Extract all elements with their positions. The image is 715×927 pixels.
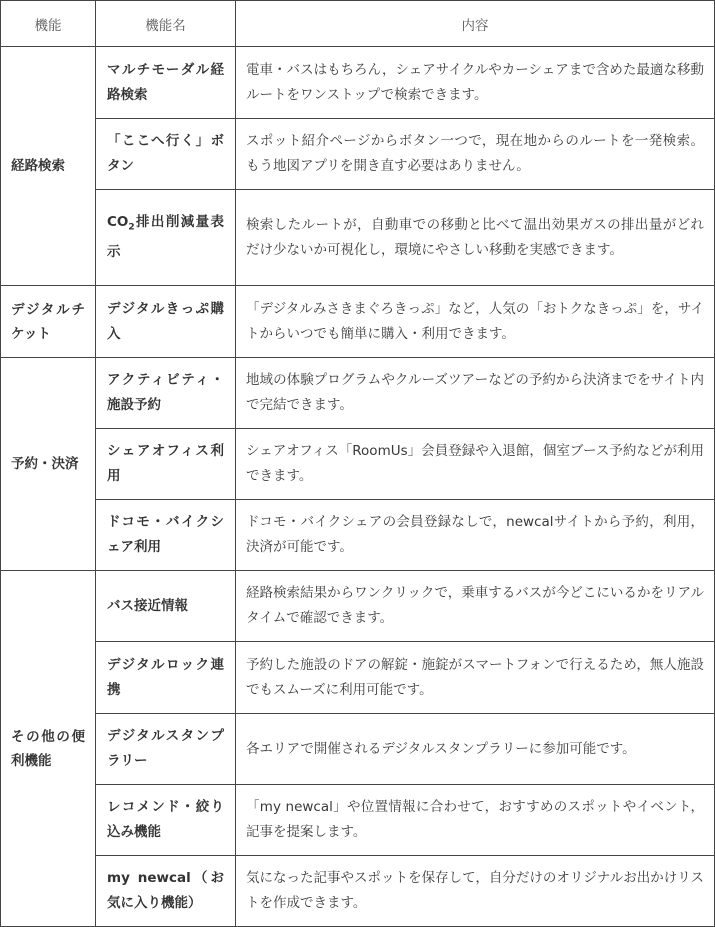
table-row: [1, 714, 715, 785]
feature-name-cell: デジタルロック連携: [96, 642, 236, 714]
category-cell: 予約・決済: [1, 358, 96, 571]
description-cell: 「デジタルみさきまぐろきっぷ」など，人気の「おトクなきっぷ」を，サイトからいつでも簡単に購入・利用できます。: [236, 286, 715, 358]
feature-name-cell: シェアオフィス利用: [96, 429, 236, 500]
description-cell: 各エリアで開催されるデジタルスタンプラリーに参加可能です。: [236, 714, 715, 785]
category-cell: その他の便利機能: [1, 571, 96, 927]
table-row: [1, 286, 715, 358]
table-row: [1, 47, 715, 119]
description-cell: 予約した施設のドアの解錠・施錠がスマートフォンで行えるため，無人施設でもスムーズに利用可能です。: [236, 642, 715, 714]
co2-suffix: 排出削減量表示: [107, 213, 224, 261]
co2-subscript: 2: [128, 222, 135, 233]
header-description: 内容: [236, 1, 715, 47]
table-row: [1, 119, 715, 190]
table-row: [1, 856, 715, 927]
description-cell: スポット紹介ページからボタン一つで，現在地からのルートを一発検索。もう地図アプリを開き直す必要はありません。: [236, 119, 715, 190]
description-cell: ドコモ・バイクシェアの会員登録なしで，newcalサイトから予約，利用，決済が可能です。: [236, 500, 715, 571]
table-row: [1, 190, 715, 286]
description-cell: 電車・バスはもちろん，シェアサイクルやカーシェアまで含めた最適な移動ルートをワンストップで検索できます。: [236, 47, 715, 119]
category-cell: 経路検索: [1, 47, 96, 286]
description-cell: 「my newcal」や位置情報に合わせて，おすすめのスポットやイベント，記事を提案します。: [236, 785, 715, 856]
description-cell: 地域の体験プログラムやクルーズツアーなどの予約から決済までをサイト内で完結できます。: [236, 358, 715, 429]
table-row: [1, 429, 715, 500]
description-cell: シェアオフィス「RoomUs」会員登録や入退館，個室ブース予約などが利用できます。: [236, 429, 715, 500]
category-cell: デジタルチケット: [1, 286, 96, 358]
table-row: [1, 642, 715, 714]
feature-name-cell: レコメンド・絞り込み機能: [96, 785, 236, 856]
feature-name-cell: [96, 190, 236, 286]
description-cell: 検索したルートが，自動車での移動と比べて温出効果ガスの排出量がどれだけ少ないか可視化し，環境にやさしい移動を実感できます。: [236, 190, 715, 286]
feature-name-cell: デジタルきっぷ購入: [96, 286, 236, 358]
feature-name-cell: アクティビティ・施設予約: [96, 358, 236, 429]
table-row: [1, 500, 715, 571]
feature-name-cell: マルチモーダル経路検索: [96, 47, 236, 119]
table-row: [1, 571, 715, 642]
header-category: 機能: [1, 1, 96, 47]
feature-name-cell: デジタルスタンプラリー: [96, 714, 236, 785]
feature-name-cell: ドコモ・バイクシェア利用: [96, 500, 236, 571]
feature-name-cell: 「ここへ行く」ボタン: [96, 119, 236, 190]
header-feature-name: 機能名: [96, 1, 236, 47]
table-row: [1, 358, 715, 429]
co2-prefix: CO: [107, 213, 129, 230]
description-cell: 経路検索結果からワンクリックで，乗車するバスが今どこにいるかをリアルタイムで確認できます。: [236, 571, 715, 642]
feature-name-cell: バス接近情報: [96, 571, 236, 642]
table-row: [1, 785, 715, 856]
feature-name-cell: my newcal（お気に入り機能）: [96, 856, 236, 927]
description-cell: 気になった記事やスポットを保存して，自分だけのオリジナルお出かけリストを作成できます。: [236, 856, 715, 927]
table-header-row: [1, 1, 715, 47]
